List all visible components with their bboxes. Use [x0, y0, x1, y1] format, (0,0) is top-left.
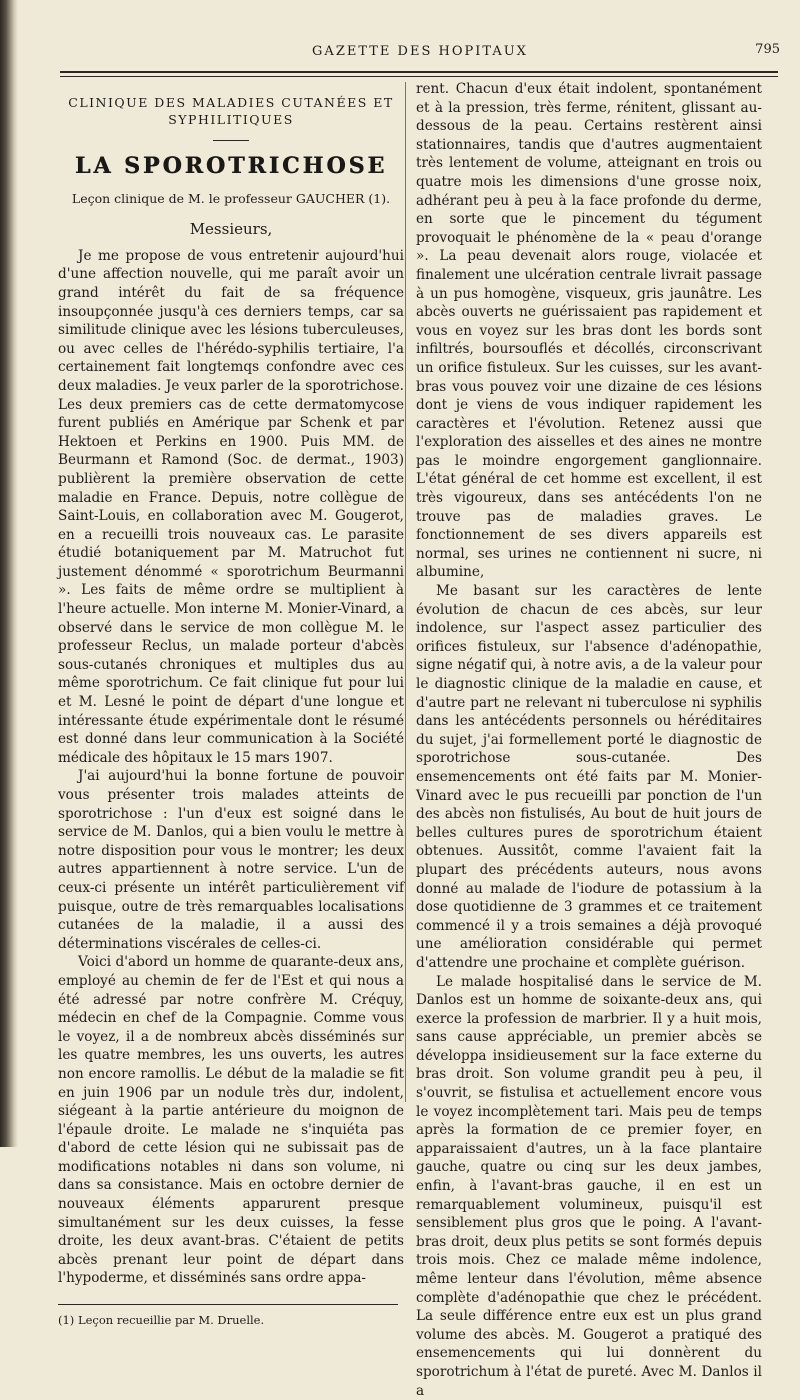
page-number: 795	[755, 42, 780, 57]
header-rule-thick	[60, 71, 778, 73]
right-column	[416, 80, 762, 1400]
body-paragraph: rent. Chacun d'eux était indolent, spontanément et à la pression, très ferme, rénitent, glissant au-dessous de la peau. Certains restèrent ainsi stationnaires, tandis que d'autres augmentaient très lentement de volume, atteignant en trois ou quatre mois les dimensions d'une grosse noix, adhérant peu à peu à la face profonde du derme, en sorte que le pincement du tégument provoquait le phénomène de la « peau d'orange ». La peau devenait alors rouge, violacée et finalement une ulcération centrale livrait passage à un pus homogène, visqueux, gris jaunâtre. Les abcès ouverts ne guérissaient pas rapidement et vous en voyez sur les bras dont les bords sont infiltrés, boursouflés et décollés, circonscrivant un orifice fistuleux. Sur les cuisses, sur les avant-bras vous pouvez voir une dizaine de ces lésions dont je viens de vous indiquer rapidement les caractères et l'évolution. Retenez aussi que l'exploration des aisselles et des aines ne montre pas le moindre engorgement ganglionnaire. L'état général de cet homme est excellent, il est très vigoureux, dans ses antécédents l'on ne trouve pas de maladies graves. Le fonctionnement de ses divers appareils est normal, ses urines ne contiennent ni sucre, ni albumine,	[416, 80, 762, 582]
article-byline: Leçon clinique de M. le professeur GAUCHER (1).	[58, 190, 404, 209]
body-paragraph: Voici d'abord un homme de quarante-deux ans, employé au chemin de fer de l'Est et qui nous a été adressé par notre confrère M. Créquy, médecin en chef de la Compagnie. Comme vous le voyez, il a de nombreux abcès disséminés sur les quatre membres, les uns ouverts, les autres non encore ramollis. Le début de la maladie se fit en juin 1906 par un nodule très dur, indolent, siégeant à la partie antérieure du moignon de l'épaule droite. Le malade ne s'inquiéta pas d'abord de cette lésion qui ne subissait pas de modifications notables ni dans son volume, ni dans sa consistance. Mais en octobre dernier de nouveaux éléments apparurent presque simultanément sur les deux cuisses, la fesse droite, les deux avant-bras. C'étaient de petits abcès prenant leur point de départ dans l'hypoderme, et disséminés sans ordre appa-	[58, 953, 404, 1288]
running-title: GAZETTE DES HOPITAUX	[60, 44, 780, 59]
left-column	[58, 80, 404, 1330]
article-title: LA SPOROTRICHOSE	[58, 157, 404, 176]
section-divider	[213, 140, 249, 141]
body-paragraph: Me basant sur les caractères de lente évolution de chacun de ces abcès, sur leur indolence, sur l'aspect assez particulier des orifices fistuleux, sur l'absence d'adénopathie, signe négatif qui, à notre avis, a de la valeur pour le diagnostic clinique de la maladie en cause, et d'autre part ne relevant ni tuberculose ni syphilis dans les antécédents personnels ou héréditaires du sujet, j'ai formellement porté le diagnostic de sporotrichose sous-cutanée. Des ensemencements ont été faits par M. Monier-Vinard avec le pus recueilli par ponction de l'un des abcès non fistulisés, Au bout de huit jours de belles cultures pures de sporotrichum étaient obtenues. Aussitôt, comme l'avaient fait la plupart des précédents auteurs, nous avons donné au malade de l'iodure de potassium à la dose quotidienne de 3 grammes et ce traitement commencé il y a trois semaines a déjà provoqué une amélioration considérable qui permet d'attendre une prochaine et complète guérison.	[416, 582, 762, 972]
header-rule-thin	[60, 76, 778, 77]
body-paragraph: J'ai aujourd'hui la bonne fortune de pouvoir vous présenter trois malades atteints de sporotrichose : l'un d'eux est soigné dans le service de M. Danlos, qui a bien voulu le mettre à notre disposition pour vous le montrer; les deux autres appartiennent à notre service. L'un de ceux-ci présente un intérêt particulièrement vif puisque, outre de très remarquables localisations cutanées de la maladie, il a aussi des déterminations viscérales de celles-ci.	[58, 767, 404, 953]
column-divider	[405, 82, 406, 1102]
body-paragraph: Je me propose de vous entretenir aujourd'hui d'une affection nouvelle, qui me paraît avoir un grand intérêt du fait de sa fréquence insoupçonnée jusqu'à ces derniers temps, car sa similitude clinique avec les lésions tuberculeuses, ou avec celles de l'hérédo-syphilis tertiaire, l'a certainement fait longtemqs confondre avec ces deux maladies. Je veux parler de la sporotrichose. Les deux premiers cas de cette dermatomycose furent publiés en Amérique par Schenk et par Hektoen et Perkins en 1900. Puis MM. de Beurmann et Ramond (Soc. de dermat., 1903) publièrent la première observation de cette maladie en France. Depuis, notre collègue de Saint-Louis, en collaboration avec M. Gougerot, en a recueilli trois nouveaux cas. Le parasite étudié botaniquement par M. Matruchot fut justement dénommé « sporotrichum Beurmanni ». Les faits de même ordre se multiplient à l'heure actuelle. Mon interne M. Monier-Vinard, a observé dans le service de mon collègue M. le professeur Reclus, un malade porteur d'abcès sous-cutanés chroniques et multiples dus au même sporotrichum. Ce fait clinique fut pour lui et M. Lesné le point de départ d'une longue et intéressante étude expérimentale dont le résumé est donné dans leur communication à la Société médicale des hôpitaux le 15 mars 1907.	[58, 247, 404, 768]
body-paragraph: Le malade hospitalisé dans le service de M. Danlos est un homme de soixante-deux ans, qui exerce la profession de marbrier. Il y a huit mois, sans cause appréciable, un premier abcès se développa insidieusement sur la face externe du bras droit. Son volume grandit peu à peu, il s'ouvrit, se fistulisa et actuellement encore vous le voyez incomplètement tari. Mais peu de temps après la formation de ce premier foyer, en apparaissaient d'autres, un à la face plantaire gauche, quatre ou cinq sur les deux jambes, enfin, à l'avant-bras gauche, il en est un remarquablement volumineux, puisqu'il est sensiblement plus gros que le poing. A l'avant-bras droit, deux plus petits se sont formés depuis trois mois. Chez ce malade même indolence, même lenteur dans l'évolution, même absence complète d'adénopathie que chez le précédent. La seule différence entre eux est un plus grand volume des abcès. M. Gougerot a pratiqué des ensemencements qui lui donnèrent du sporotrichum à l'état de pureté. Avec M. Danlos il a	[416, 973, 762, 1400]
salutation: Messieurs,	[58, 220, 404, 239]
page-binding-edge	[0, 0, 18, 1147]
footnote-divider	[58, 1304, 398, 1305]
section-title: CLINIQUE DES MALADIES CUTANÉES ET SYPHILITIQUES	[58, 94, 404, 128]
page-header	[60, 44, 780, 64]
footnote: (1) Leçon recueillie par M. Druelle.	[58, 1311, 404, 1330]
